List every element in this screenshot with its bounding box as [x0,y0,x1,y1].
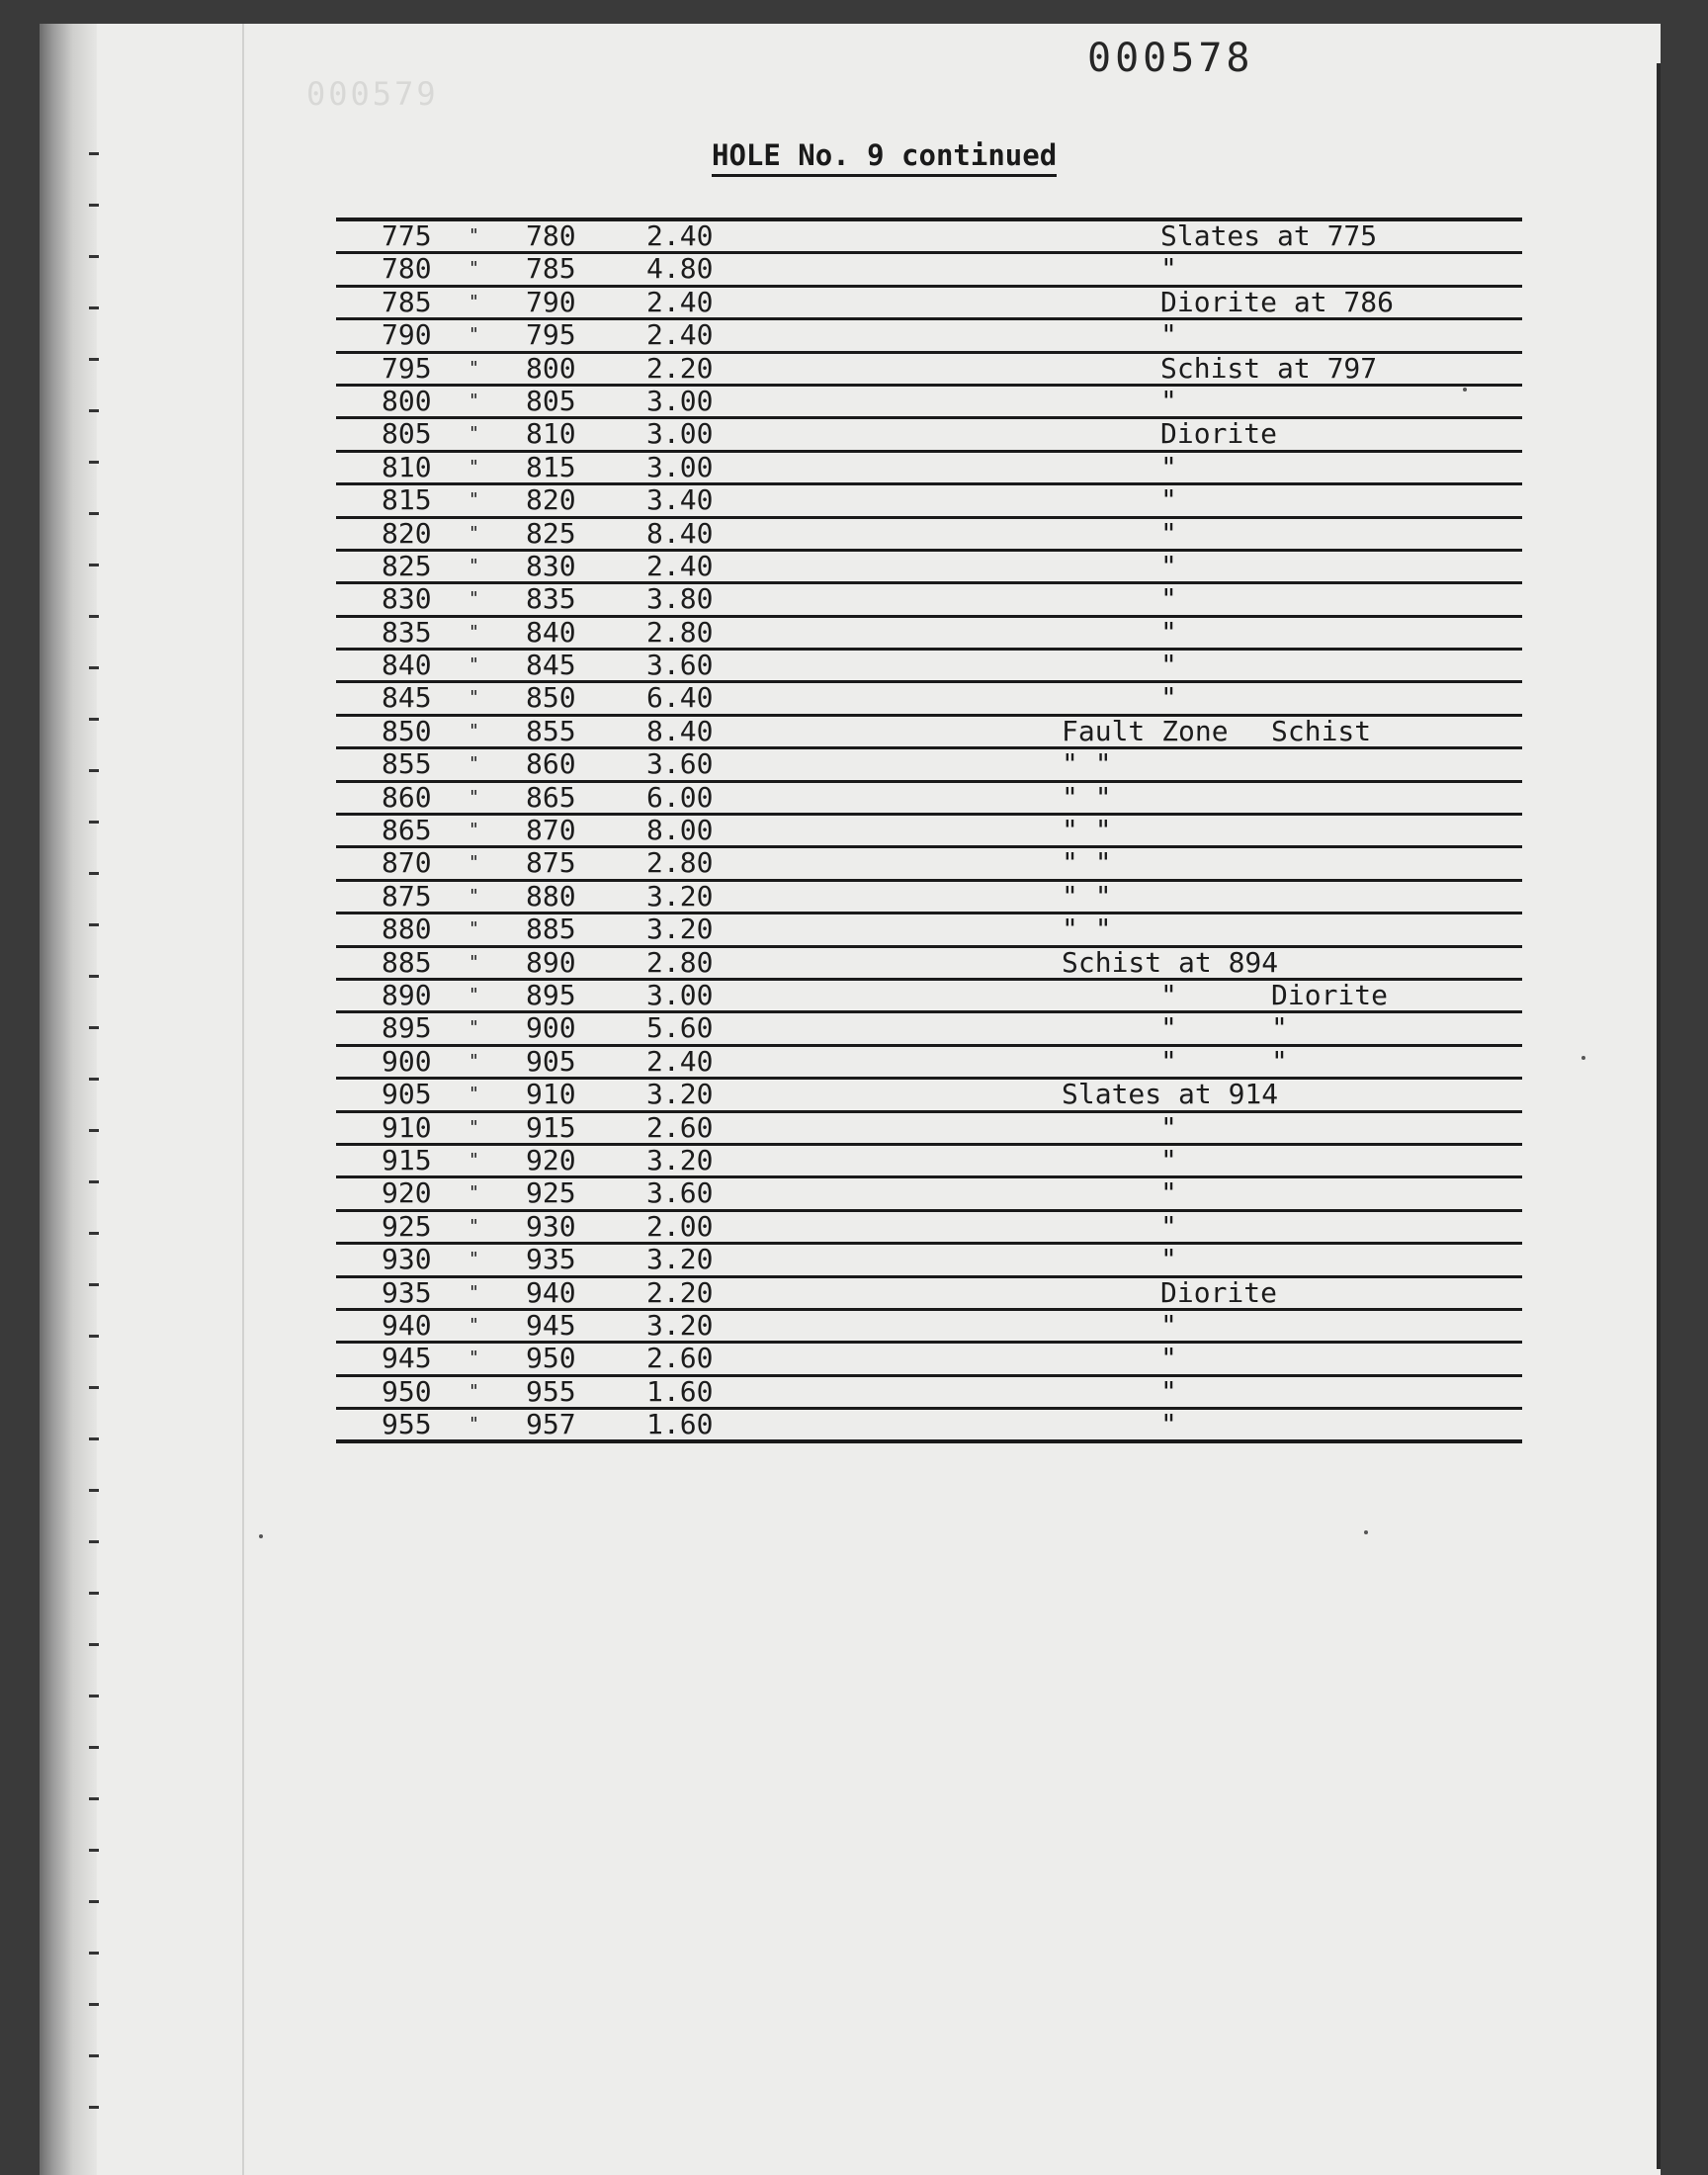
formation-note: Diorite [1160,417,1278,451]
table-row [336,615,1522,651]
ditto-mark: " [469,1215,479,1237]
assay-value: 3.00 [646,417,714,451]
from-depth: 840 [382,649,432,682]
table-row [336,1143,1522,1178]
to-depth: 957 [526,1408,576,1441]
binding-hole [89,564,99,566]
ink-speck [1581,1056,1585,1060]
from-depth: 810 [382,450,432,483]
table-row [336,1080,1522,1112]
formation-note: " [1160,582,1177,616]
ditto-mark: " [469,1182,479,1204]
assay-value: 3.60 [646,1176,714,1210]
table-row [336,978,1522,1013]
binding-spine [40,24,97,2175]
binding-hole [89,821,99,824]
assay-value: 2.40 [646,549,714,582]
to-depth: 895 [526,978,576,1011]
to-depth: 880 [526,879,576,913]
binding-hole [89,1695,99,1697]
to-depth: 855 [526,714,576,747]
binding-hole [89,1386,99,1389]
ditto-mark: " [469,1348,479,1369]
from-depth: 915 [382,1143,432,1176]
formation-note: " [1271,1044,1288,1078]
from-depth: 830 [382,582,432,616]
binding-hole [89,1335,99,1338]
table-row [336,1308,1522,1344]
formation-note: " [1160,681,1177,715]
formation-note: " " [1062,913,1112,946]
binding-hole [89,152,99,155]
ditto-mark: " [469,1149,479,1171]
ditto-mark: " [469,555,479,576]
ditto-mark: " [469,1050,479,1072]
table-row [336,1044,1522,1080]
ditto-mark: " [469,1414,479,1436]
binding-hole [89,1849,99,1852]
to-depth: 850 [526,681,576,715]
from-depth: 835 [382,615,432,649]
table-row [336,683,1522,716]
binding-hole [89,512,99,515]
binding-hole [89,1797,99,1800]
table-row [336,816,1522,848]
to-depth: 815 [526,450,576,483]
binding-hole [89,718,99,721]
from-depth: 865 [382,814,432,847]
binding-hole [89,1026,99,1029]
from-depth: 935 [382,1275,432,1309]
formation-note: " [1160,1110,1177,1144]
assay-value: 2.20 [646,1275,714,1309]
formation-note: " " [1062,879,1112,913]
from-depth: 780 [382,252,432,286]
assay-value: 2.40 [646,219,714,252]
from-depth: 925 [382,1209,432,1243]
from-depth: 805 [382,417,432,451]
table-row [336,450,1522,485]
binding-hole [89,1540,99,1543]
from-depth: 910 [382,1110,432,1144]
ditto-mark: " [469,291,479,312]
ditto-mark: " [469,984,479,1005]
assay-value: 3.20 [646,879,714,913]
assay-value: 2.80 [646,846,714,880]
binding-hole [89,2003,99,2006]
from-depth: 900 [382,1044,432,1078]
ink-speck [259,1534,263,1538]
formation-note: " " [1062,846,1112,880]
ditto-mark: " [469,852,479,874]
binding-hole [89,306,99,309]
document-page [40,24,1661,2175]
table-row [336,879,1522,914]
table-row [336,549,1522,584]
binding-hole [89,1078,99,1081]
table-row [336,1178,1522,1211]
to-depth: 825 [526,516,576,550]
from-depth: 825 [382,549,432,582]
formation-note: " [1160,1243,1177,1276]
to-depth: 910 [526,1078,576,1111]
assay-value: 3.20 [646,1243,714,1276]
to-depth: 950 [526,1342,576,1375]
binding-hole [89,409,99,412]
table-row [336,485,1522,518]
binding-hole [89,1900,99,1903]
formation-note: Diorite [1271,978,1389,1011]
ditto-mark: " [469,390,479,411]
from-depth: 945 [382,1342,432,1375]
assay-value: 3.60 [646,649,714,682]
table-row [336,945,1522,981]
assay-value: 3.00 [646,384,714,417]
to-depth: 860 [526,747,576,781]
table-row [336,285,1522,320]
table-row [336,320,1522,353]
assay-value: 2.00 [646,1209,714,1243]
binding-hole [89,1952,99,1955]
from-depth: 905 [382,1078,432,1111]
to-depth: 840 [526,615,576,649]
to-depth: 905 [526,1044,576,1078]
to-depth: 830 [526,549,576,582]
binding-hole [89,615,99,618]
assay-value: 3.20 [646,1143,714,1176]
assay-value: 1.60 [646,1408,714,1441]
to-depth: 955 [526,1374,576,1408]
assay-value: 3.80 [646,582,714,616]
ditto-mark: " [469,621,479,643]
formation-note: " [1160,1408,1177,1441]
binding-hole [89,1746,99,1749]
binding-hole [89,255,99,258]
from-depth: 790 [382,318,432,352]
formation-note: " [1160,549,1177,582]
from-depth: 870 [382,846,432,880]
ditto-mark: " [469,1249,479,1270]
ditto-mark: " [469,687,479,709]
to-depth: 885 [526,913,576,946]
to-depth: 930 [526,1209,576,1243]
from-depth: 890 [382,978,432,1011]
table-row [336,254,1522,287]
formation-note: Diorite [1160,1275,1278,1309]
binding-hole [89,1180,99,1183]
binding-hole [89,1129,99,1132]
to-depth: 785 [526,252,576,286]
formation-note: " [1160,318,1177,352]
to-depth: 875 [526,846,576,880]
ditto-mark: " [469,357,479,379]
binding-hole [89,1643,99,1646]
from-depth: 820 [382,516,432,550]
table-row [336,1374,1522,1410]
to-depth: 870 [526,814,576,847]
formation-note: " [1160,1209,1177,1243]
binding-hole [89,769,99,772]
binding-hole [89,1437,99,1440]
to-depth: 800 [526,351,576,385]
formation-note: " [1160,978,1177,1011]
table-row [336,419,1522,452]
assay-value: 2.60 [646,1342,714,1375]
to-depth: 845 [526,649,576,682]
ditto-mark: " [469,654,479,676]
from-depth: 920 [382,1176,432,1210]
ditto-mark: " [469,786,479,808]
binding-hole [89,1283,99,1286]
ditto-mark: " [469,820,479,841]
assay-value: 2.60 [646,1110,714,1144]
table-row [336,384,1522,419]
table-row [336,1110,1522,1146]
ditto-mark: " [469,456,479,478]
binding-hole [89,923,99,926]
from-depth: 930 [382,1243,432,1276]
table-row [336,714,1522,749]
assay-value: 3.40 [646,483,714,517]
ditto-mark: " [469,423,479,445]
binding-hole [89,2106,99,2109]
to-depth: 935 [526,1243,576,1276]
binding-hole [89,204,99,207]
binding-hole [89,1232,99,1235]
ditto-mark: " [469,720,479,741]
assay-value: 2.20 [646,351,714,385]
ditto-mark: " [469,588,479,610]
assay-value: 3.00 [646,978,714,1011]
binding-hole [89,975,99,978]
assay-value: 8.00 [646,814,714,847]
from-depth: 845 [382,681,432,715]
assay-value: 3.20 [646,1308,714,1342]
binding-hole [89,872,99,875]
formation-note: Slates at 775 [1160,219,1378,252]
margin-line [242,24,244,2175]
formation-note: " " [1062,814,1112,847]
to-depth: 835 [526,582,576,616]
assay-value: 2.40 [646,1044,714,1078]
from-depth: 950 [382,1374,432,1408]
ditto-mark: " [469,885,479,907]
ditto-mark: " [469,753,479,775]
from-depth: 880 [382,913,432,946]
from-depth: 850 [382,714,432,747]
formation-note: Schist at 894 [1062,945,1279,979]
formation-note: Schist at 797 [1160,351,1378,385]
ditto-mark: " [469,1116,479,1138]
ditto-mark: " [469,1314,479,1336]
ditto-mark: " [469,258,479,280]
assay-value: 2.40 [646,318,714,352]
to-depth: 940 [526,1275,576,1309]
to-depth: 915 [526,1110,576,1144]
assay-value: 8.40 [646,714,714,747]
from-depth: 855 [382,747,432,781]
binding-hole [89,1489,99,1492]
table-row [336,584,1522,617]
formation-note: Fault Zone [1062,714,1229,747]
formation-note: Schist [1271,714,1372,747]
table-row [336,516,1522,552]
to-depth: 790 [526,285,576,318]
from-depth: 860 [382,780,432,814]
table-row [336,1209,1522,1245]
formation-note: " [1160,450,1177,483]
from-depth: 940 [382,1308,432,1342]
from-depth: 895 [382,1011,432,1045]
assay-value: 6.40 [646,681,714,715]
ditto-mark: " [469,522,479,544]
table-row [336,1245,1522,1277]
page-number-stamp: 000578 [1087,36,1254,81]
formation-note: " [1160,615,1177,649]
assay-value: 3.20 [646,1078,714,1111]
from-depth: 885 [382,945,432,979]
formation-note: " " [1062,747,1112,781]
ditto-mark: " [469,225,479,246]
from-depth: 800 [382,384,432,417]
page-right-edge [1657,63,1661,2169]
formation-note: " [1160,1044,1177,1078]
from-depth: 875 [382,879,432,913]
assay-value: 3.60 [646,747,714,781]
to-depth: 920 [526,1143,576,1176]
binding-hole [89,666,99,669]
formation-note: " [1160,1342,1177,1375]
to-depth: 805 [526,384,576,417]
formation-note: Slates at 914 [1062,1078,1279,1111]
from-depth: 815 [382,483,432,517]
assay-value: 2.80 [646,945,714,979]
ditto-mark: " [469,1084,479,1105]
formation-note: " [1160,1308,1177,1342]
assay-value: 4.80 [646,252,714,286]
to-depth: 780 [526,219,576,252]
table-row [336,1344,1522,1376]
to-depth: 900 [526,1011,576,1045]
formation-note: " [1160,1176,1177,1210]
table-row [336,351,1522,387]
ditto-mark: " [469,1380,479,1402]
from-depth: 955 [382,1408,432,1441]
to-depth: 810 [526,417,576,451]
formation-note: " [1271,1011,1288,1045]
to-depth: 945 [526,1308,576,1342]
from-depth: 795 [382,351,432,385]
assay-value: 2.40 [646,285,714,318]
formation-note: " [1160,1011,1177,1045]
table-row [336,221,1522,254]
table-row [336,780,1522,816]
assay-value: 2.80 [646,615,714,649]
assay-value: 3.20 [646,913,714,946]
table-row [336,1013,1522,1046]
from-depth: 775 [382,219,432,252]
formation-note: " " [1062,780,1112,814]
to-depth: 925 [526,1176,576,1210]
page-title: HOLE No. 9 continued [712,138,1057,177]
assay-value: 5.60 [646,1011,714,1045]
formation-note: " [1160,384,1177,417]
assay-value: 8.40 [646,516,714,550]
binding-hole [89,461,99,464]
ink-speck [1463,388,1467,392]
ink-speck [1364,1530,1368,1534]
faint-page-number: 000579 [306,75,439,113]
formation-note: Diorite at 786 [1160,285,1395,318]
binding-hole [89,1592,99,1595]
table-row [336,914,1522,947]
formation-note: " [1160,1374,1177,1408]
drill-log-table [336,218,1522,1443]
ditto-mark: " [469,1017,479,1039]
formation-note: " [1160,483,1177,517]
formation-note: " [1160,649,1177,682]
formation-note: " [1160,1143,1177,1176]
to-depth: 820 [526,483,576,517]
to-depth: 795 [526,318,576,352]
ditto-mark: " [469,918,479,940]
assay-value: 1.60 [646,1374,714,1408]
binding-hole [89,2054,99,2057]
table-row [336,1275,1522,1311]
ditto-mark: " [469,1281,479,1303]
formation-note: " [1160,252,1177,286]
to-depth: 890 [526,945,576,979]
ditto-mark: " [469,951,479,973]
table-row [336,1410,1522,1443]
assay-value: 3.00 [646,450,714,483]
ditto-mark: " [469,324,479,346]
binding-hole [89,358,99,361]
ditto-mark: " [469,489,479,511]
assay-value: 6.00 [646,780,714,814]
table-row [336,848,1522,881]
formation-note: " [1160,516,1177,550]
to-depth: 865 [526,780,576,814]
from-depth: 785 [382,285,432,318]
table-row [336,651,1522,683]
table-row [336,749,1522,782]
